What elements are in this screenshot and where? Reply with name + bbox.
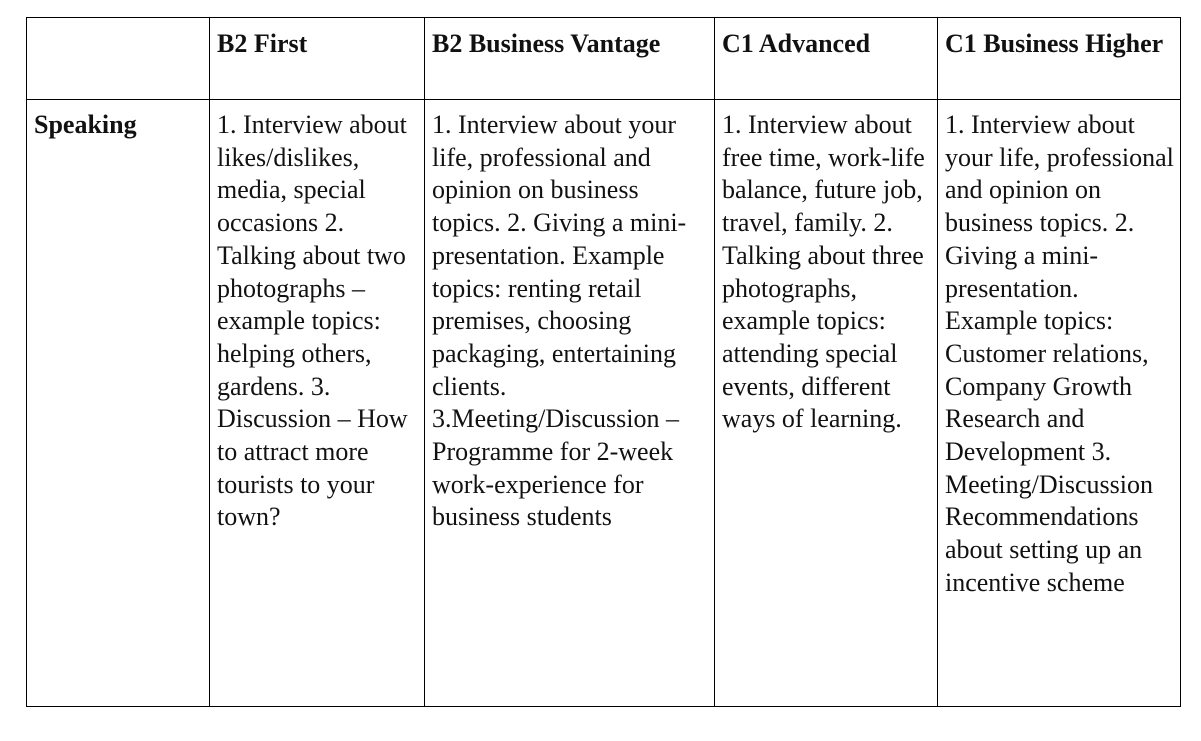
cell-c1-advanced-speaking: 1. Interview about free time, work-life balance, future job, travel, family. 2. Talking about three photographs, example topics: attending special events, different ways of learning. bbox=[715, 100, 938, 707]
cell-b2-business-vantage-speaking: 1. Interview about your life, professional and opinion on business topics. 2. Giving a mini-presentation. Example topics: renting retail premises, choosing packaging, entertaining clients. 3.Meeting/Discussion – Programme for 2-week work-experience for business students bbox=[425, 100, 715, 707]
header-b2-first: B2 First bbox=[210, 18, 425, 100]
speaking-row bbox=[27, 100, 1181, 707]
corner-cell bbox=[27, 18, 210, 100]
header-b2-business-vantage: B2 Business Vantage bbox=[425, 18, 715, 100]
exam-comparison-table bbox=[26, 17, 1181, 707]
row-label-speaking: Speaking bbox=[27, 100, 210, 707]
header-c1-advanced: C1 Advanced bbox=[715, 18, 938, 100]
cell-c1-business-higher-speaking: 1. Interview about your life, professional and opinion on business topics. 2. Giving a mini-presentation. Example topics: Customer relations, Company Growth Research and Development 3. Meeting/Discussion Recommendations about setting up an incentive scheme bbox=[938, 100, 1181, 707]
exam-comparison-table-container bbox=[26, 17, 1181, 707]
header-row bbox=[27, 18, 1181, 100]
cell-b2-first-speaking: 1. Interview about likes/dislikes, media, special occasions 2. Talking about two photographs – example topics: helping others, gardens. 3. Discussion – How to attract more tourists to your town? bbox=[210, 100, 425, 707]
header-c1-business-higher: C1 Business Higher bbox=[938, 18, 1181, 100]
